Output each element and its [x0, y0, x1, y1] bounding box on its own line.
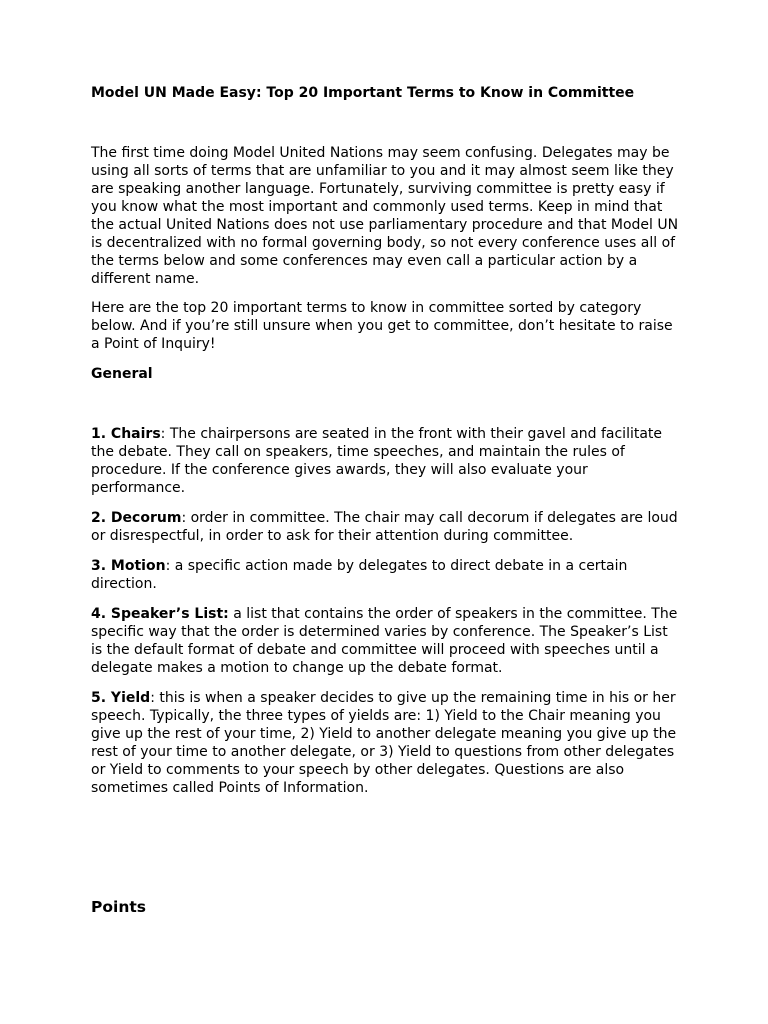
section-heading-points: Points — [91, 898, 146, 916]
term-item — [91, 509, 681, 545]
term-item — [91, 689, 681, 797]
section-heading-general: General — [91, 366, 153, 382]
term-item — [91, 557, 681, 593]
term-item — [91, 425, 681, 497]
document-page — [91, 0, 681, 1024]
term-name: 3. Motion — [91, 558, 166, 574]
term-name: 2. Decorum — [91, 510, 182, 526]
term-name: 5. Yield — [91, 690, 151, 706]
term-definition: : this is when a speaker decides to give up the remaining time in his or her speech. Typically, the three types of yields are: 1) Yield to the Chair meaning you give up the rest of your time, 2) Yield to another delegate meaning you give up the rest of your time to another delegate, or 3) Yield to questions from other delegates or Yield to comments to your speech by other delegates. Questions are also sometimes called Points of Information. — [91, 690, 677, 796]
term-name: 4. Speaker’s List: — [91, 606, 229, 622]
term-definition: : order in committee. The chair may call decorum if delegates are loud or disrespectful, in order to ask for their attention during committee. — [91, 510, 678, 544]
intro-paragraph-2: Here are the top 20 important terms to know in committee sorted by category below. And if you’re still unsure when you get to committee, don’t hesitate to raise a Point of Inquiry! — [91, 300, 673, 352]
term-definition: : The chairpersons are seated in the front with their gavel and facilitate the debate. They call on speakers, time speeches, and maintain the rules of procedure. If the conference gives awards, they will also evaluate your performance. — [91, 426, 663, 496]
intro-paragraph: The first time doing Model United Nations may seem confusing. Delegates may be using all sorts of terms that are unfamiliar to you and it may almost seem like they are speaking another language. Fortunately, surviving committee is pretty easy if you know what the most important and commonly used terms. Keep in mind that the actual United Nations does not use parliamentary procedure and that Model UN is decentralized with no formal governing body, so not every conference uses all of the terms below and some conferences may even call a particular action by a different name. — [91, 145, 679, 287]
term-definition: : a specific action made by delegates to direct debate in a certain direction. — [91, 558, 628, 592]
term-item — [91, 605, 681, 677]
term-name: 1. Chairs — [91, 426, 161, 442]
document-title: Model UN Made Easy: Top 20 Important Terms to Know in Committee — [91, 85, 635, 101]
term-definition: a list that contains the order of speakers in the committee. The specific way that the order is determined varies by conference. The Speaker’s List is the default format of debate and committee will proceed with speeches until a delegate makes a motion to change up the debate format. — [91, 606, 678, 676]
